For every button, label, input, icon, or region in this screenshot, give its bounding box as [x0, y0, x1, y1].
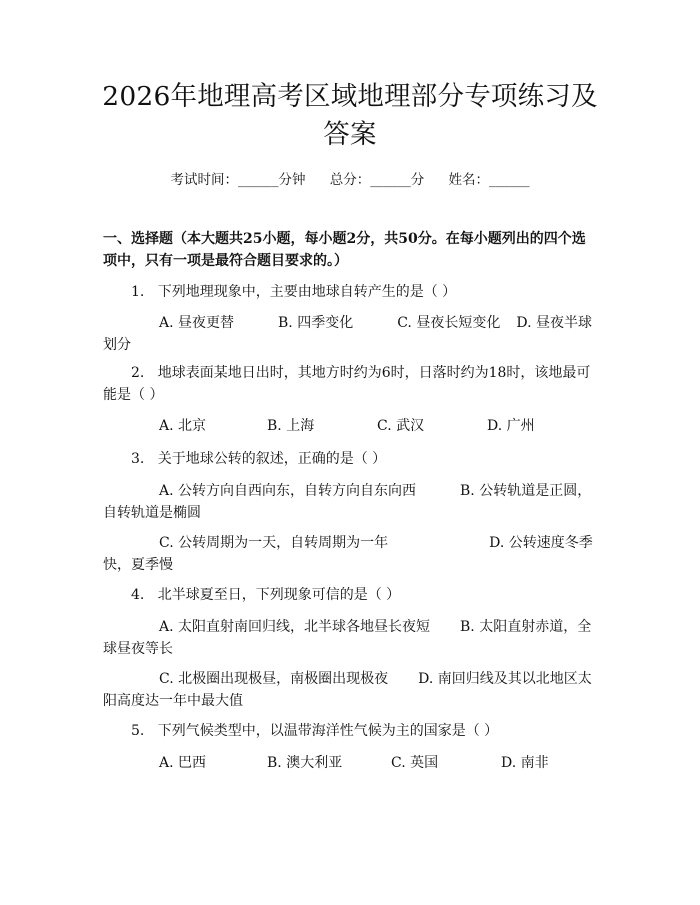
exam-info: [0, 168, 700, 188]
option-b: B. 上海: [267, 418, 315, 434]
option-b: B. 澳大利亚: [267, 755, 343, 771]
question-stem: 4. 北半球夏至日，下列现象可信的是（ ）: [131, 587, 401, 603]
option-a: A. 太阳直射南回归线，北半球各地昼长夜短: [159, 619, 431, 635]
section-heading: 一、选择题（本大题共25小题，每小题2分，共50分。在每小题列出的四个选项中，只有一项是最符合题目要求的。）: [103, 231, 586, 269]
question-options-row1: [103, 480, 595, 524]
question-stem: 1. 下列地理现象中，主要由地球自转产生的是（ ）: [131, 284, 457, 300]
option-d: D. 昼夜半球划分: [103, 315, 592, 353]
question-options-row2: [103, 668, 595, 712]
question-options-row1: [103, 616, 595, 660]
option-a: A. 公转方向自西向东，自转方向自东向西: [159, 483, 417, 499]
option-b: B. 太阳直射赤道，全球昼夜等长: [103, 619, 592, 657]
question-stem: 3. 关于地球公转的叙述，正确的是（ ）: [131, 451, 387, 467]
question-options: [103, 312, 595, 356]
question-options: [103, 752, 595, 774]
option-a: A. 巴西: [159, 755, 207, 771]
option-d: D. 南回归线及其以北地区太阳高度达一年中最大值: [103, 671, 592, 709]
option-d: D. 公转速度冬季快，夏季慢: [103, 535, 593, 573]
option-d: D. 广州: [487, 418, 535, 434]
option-a: A. 北京: [159, 418, 207, 434]
document-title: 2026年地理高考区域地理部分专项练习及答案: [102, 81, 598, 150]
option-b: B. 公转轨道是正圆，自转轨道是椭圆: [103, 483, 592, 521]
exam-time: 考试时间：______分钟: [170, 172, 306, 188]
option-b: B. 四季变化: [278, 315, 354, 331]
student-name: 姓名：______: [448, 172, 530, 188]
option-d: D. 南非: [501, 755, 549, 771]
total-score: 总分：______分: [329, 172, 425, 188]
question-options: [103, 415, 595, 437]
option-a: A. 昼夜更替: [159, 315, 235, 331]
question-options-row2: [103, 532, 595, 576]
option-c: C. 公转周期为一天，自转周期为一年: [159, 535, 389, 551]
option-c: C. 武汉: [377, 418, 425, 434]
option-c: C. 英国: [391, 755, 439, 771]
question-stem: 2. 地球表面某地日出时，其地方时约为6时，日落时约为18时，该地最可能是（ ）: [103, 365, 591, 403]
question-stem: 5. 下列气候类型中，以温带海洋性气候为主的国家是（ ）: [131, 723, 499, 739]
option-c: C. 昼夜长短变化: [397, 315, 501, 331]
option-c: C. 北极圈出现极昼，南极圈出现极夜: [159, 671, 389, 687]
